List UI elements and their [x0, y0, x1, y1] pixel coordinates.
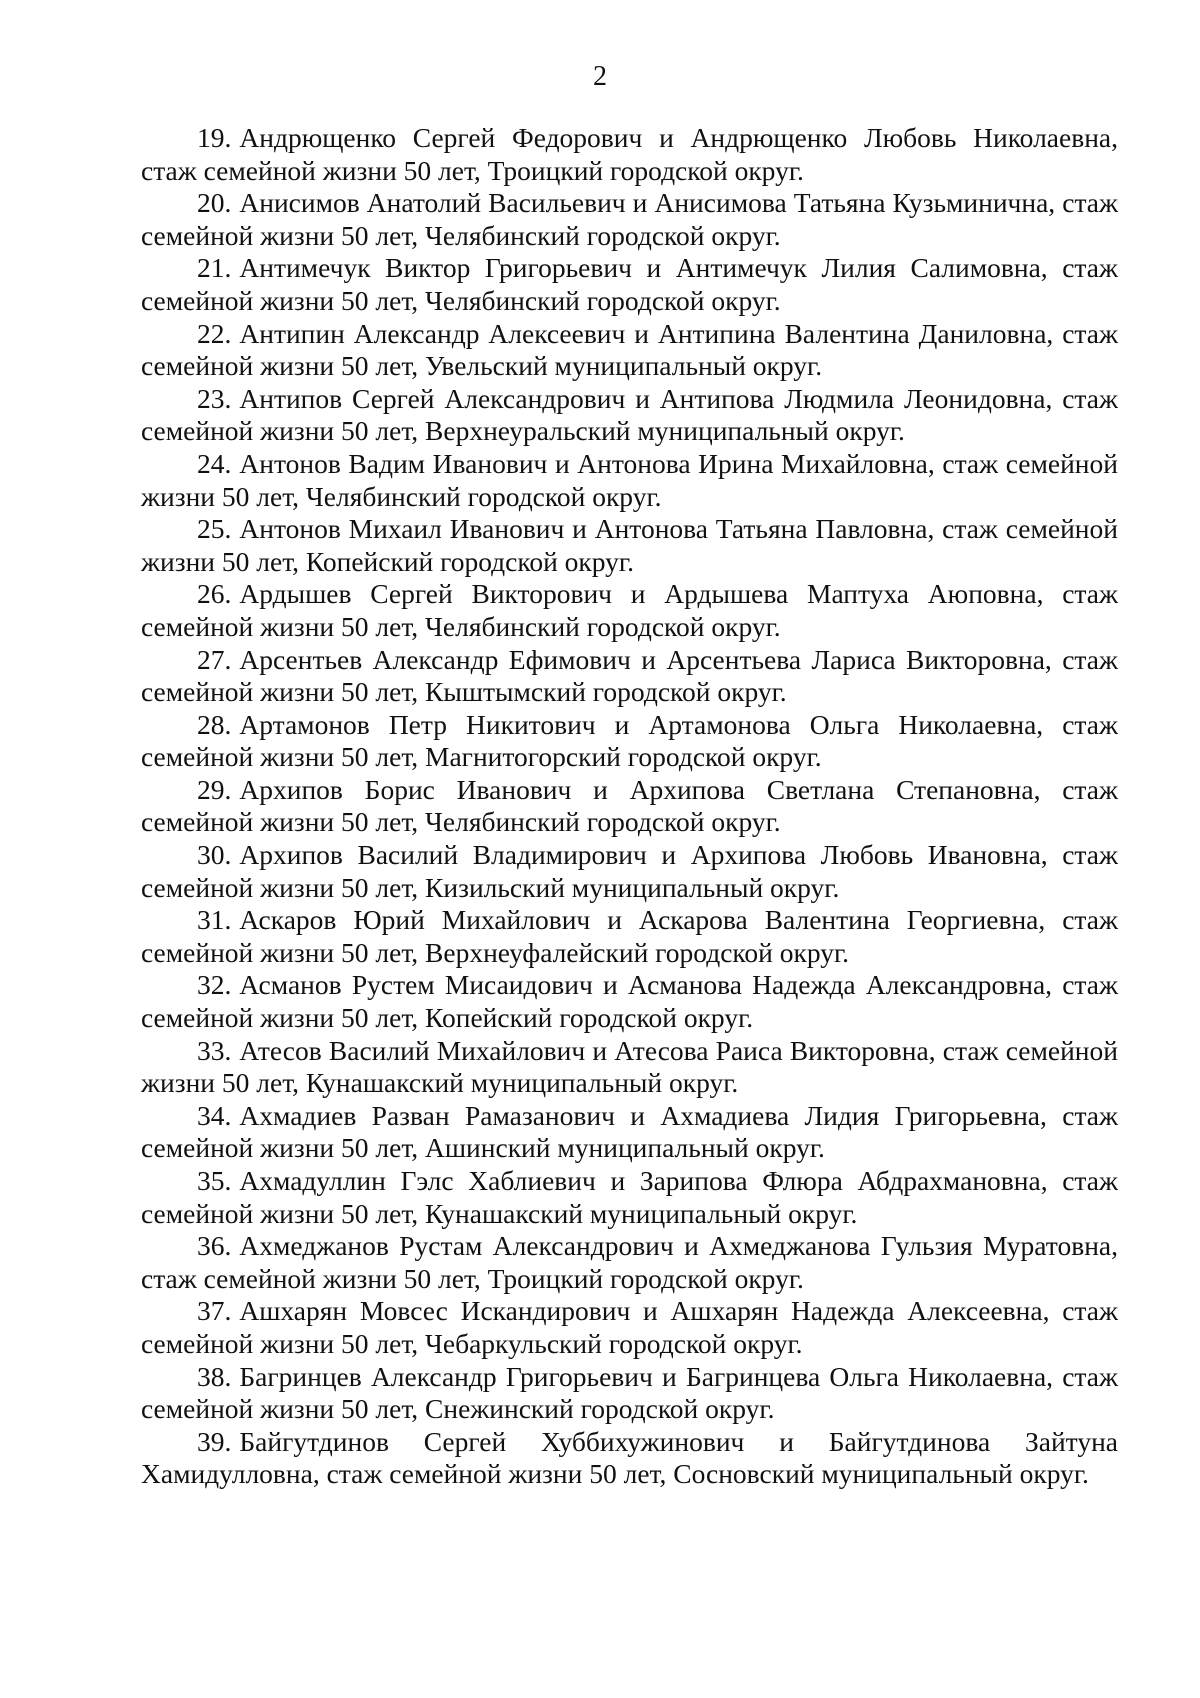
item-number: 39.	[197, 1425, 232, 1457]
list-item	[141, 1361, 1118, 1426]
item-number: 21.	[197, 252, 232, 284]
list-item	[141, 578, 1118, 643]
item-number: 34.	[197, 1099, 232, 1131]
item-text: Ахмеджанов Рустам Александрович и Ахмеджанова Гульзия Муратовна, стаж семейной жизни 50 лет, Троицкий городской округ.	[141, 1230, 1118, 1294]
item-text: Ашхарян Мовсес Искандирович и Ашхарян Надежда Алексеевна, стаж семейной жизни 50 лет, Чебаркульский городской округ.	[141, 1295, 1118, 1359]
award-list	[141, 122, 1118, 1491]
list-item	[141, 318, 1118, 383]
list-item	[141, 709, 1118, 774]
item-text: Байгутдинов Сергей Хуббихужинович и Байгутдинова Зайтуна Хамидулловна, стаж семейной жизни 50 лет, Сосновский муниципальный округ.	[141, 1425, 1118, 1490]
list-item	[141, 644, 1118, 709]
item-number: 20.	[197, 187, 232, 219]
item-number: 23.	[197, 382, 232, 414]
item-number: 26.	[197, 578, 232, 610]
list-item	[141, 513, 1118, 578]
item-number: 36.	[197, 1230, 232, 1262]
item-number: 29.	[197, 773, 232, 805]
item-text: Архипов Борис Иванович и Архипова Светлана Степановна, стаж семейной жизни 50 лет, Челябинский городской округ.	[141, 773, 1118, 838]
item-number: 30.	[197, 839, 232, 871]
list-item	[141, 383, 1118, 448]
item-number: 38.	[197, 1360, 232, 1392]
item-number: 33.	[197, 1034, 232, 1066]
item-number: 28.	[197, 708, 232, 740]
list-item	[141, 1165, 1118, 1230]
list-item	[141, 187, 1118, 252]
item-text: Ахмадиев Разван Рамазанович и Ахмадиева Лидия Григорьевна, стаж семейной жизни 50 лет, Ашинский муниципальный округ.	[141, 1099, 1118, 1164]
list-item	[141, 839, 1118, 904]
page-number: 2	[593, 61, 607, 92]
item-text: Архипов Василий Владимирович и Архипова Любовь Ивановна, стаж семейной жизни 50 лет, Кизильский муниципальный округ.	[141, 839, 1118, 903]
item-text: Багринцев Александр Григорьевич и Багринцева Ольга Николаевна, стаж семейной жизни 50 лет, Снежинский городской округ.	[141, 1360, 1118, 1425]
list-item	[141, 1295, 1118, 1360]
item-text: Антонов Михаил Иванович и Антонова Татьяна Павловна, стаж семейной жизни 50 лет, Копейский городской округ.	[141, 513, 1118, 577]
item-number: 27.	[197, 643, 232, 675]
item-number: 24.	[197, 447, 232, 479]
item-text: Ахмадуллин Гэлс Хаблиевич и Зарипова Флюра Абдрахмановна, стаж семейной жизни 50 лет, Кунашакский муниципальный округ.	[141, 1165, 1118, 1229]
item-text: Антимечук Виктор Григорьевич и Антимечук Лилия Салимовна, стаж семейной жизни 50 лет, Челябинский городской округ.	[141, 252, 1118, 316]
item-text: Арсентьев Александр Ефимович и Арсентьева Лариса Викторовна, стаж семейной жизни 50 лет, Кыштымский городской округ.	[141, 643, 1118, 708]
list-item	[141, 774, 1118, 839]
item-number: 22.	[197, 317, 232, 349]
list-item	[141, 904, 1118, 969]
item-text: Анисимов Анатолий Васильевич и Анисимова Татьяна Кузьминична, стаж семейной жизни 50 лет, Челябинский городской округ.	[141, 187, 1118, 251]
list-item	[141, 448, 1118, 513]
list-item	[141, 1035, 1118, 1100]
list-item	[141, 252, 1118, 317]
item-number: 19.	[197, 122, 232, 153]
item-text: Антипин Александр Алексеевич и Антипина Валентина Даниловна, стаж семейной жизни 50 лет, Увельский муниципальный округ.	[141, 317, 1118, 382]
item-text: Артамонов Петр Никитович и Артамонова Ольга Николаевна, стаж семейной жизни 50 лет, Магнитогорский городской округ.	[141, 708, 1118, 773]
item-text: Андрющенко Сергей Федорович и Андрющенко Любовь Николаевна, стаж семейной жизни 50 лет, Троицкий городской округ.	[141, 122, 1118, 186]
item-number: 35.	[197, 1165, 232, 1196]
item-number: 31.	[197, 904, 232, 936]
list-item	[141, 1230, 1118, 1295]
item-text: Антипов Сергей Александрович и Антипова Людмила Леонидовна, стаж семейной жизни 50 лет, Верхнеуральский муниципальный округ.	[141, 382, 1118, 447]
item-text: Ардышев Сергей Викторович и Ардышева Маптуха Аюповна, стаж семейной жизни 50 лет, Челябинский городской округ.	[141, 578, 1118, 642]
item-number: 37.	[197, 1295, 232, 1327]
list-item	[141, 1426, 1118, 1491]
item-text: Антонов Вадим Иванович и Антонова Ирина Михайловна, стаж семейной жизни 50 лет, Челябинский городской округ.	[141, 447, 1118, 512]
item-number: 25.	[197, 513, 232, 545]
list-item	[141, 122, 1118, 187]
list-item	[141, 969, 1118, 1034]
item-number: 32.	[197, 969, 232, 1001]
list-item	[141, 1100, 1118, 1165]
item-text: Аскаров Юрий Михайлович и Аскарова Валентина Георгиевна, стаж семейной жизни 50 лет, Верхнеуфалейский городской округ.	[141, 904, 1118, 968]
item-text: Атесов Василий Михайлович и Атесова Раиса Викторовна, стаж семейной жизни 50 лет, Кунашакский муниципальный округ.	[141, 1034, 1118, 1099]
item-text: Асманов Рустем Мисаидович и Асманова Надежда Александровна, стаж семейной жизни 50 лет, Копейский городской округ.	[141, 969, 1118, 1034]
